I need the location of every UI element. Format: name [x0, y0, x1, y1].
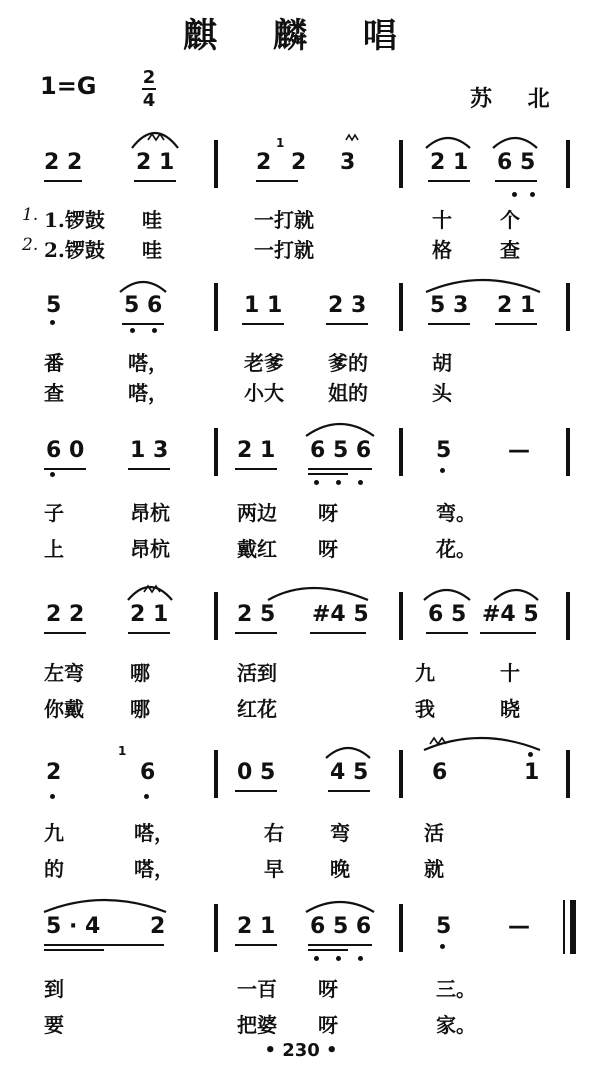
lyric: 头	[432, 381, 452, 405]
slur	[424, 590, 470, 600]
lyric: 九	[415, 661, 435, 685]
lyric: 嗒，	[128, 351, 168, 375]
lyric: 的	[44, 857, 64, 881]
lyric: 要	[44, 1013, 64, 1037]
lyric: 戴红	[237, 537, 277, 561]
lyric: 嗒，	[134, 857, 174, 881]
lyric: 弯	[330, 821, 350, 845]
note: 2	[150, 914, 166, 939]
slur	[44, 900, 166, 912]
lyric: 我	[415, 697, 435, 721]
slur	[326, 748, 370, 758]
lyric: 番	[44, 351, 64, 375]
lyric: 呀	[318, 977, 338, 1001]
lyric: 1.锣鼓	[44, 208, 105, 232]
note-group: 2 5	[237, 602, 276, 627]
lyric: 十	[500, 661, 520, 685]
lyric: 子	[44, 501, 64, 525]
time-sig-bottom: 4	[142, 90, 156, 111]
lyric: 家。	[436, 1013, 476, 1037]
page-number: • 230 •	[264, 1040, 338, 1061]
slur	[493, 138, 537, 148]
note: 6	[140, 760, 156, 785]
grace-note: 1	[276, 136, 285, 150]
lyric: 2.锣鼓	[44, 238, 105, 262]
note: 5	[436, 914, 452, 939]
lyric: 晓	[500, 697, 520, 721]
lyric: 就	[424, 857, 444, 881]
note-group: 2 1	[130, 602, 169, 627]
lyric: 把婆	[237, 1013, 277, 1037]
lyric: 小大	[244, 381, 284, 405]
slur	[306, 902, 374, 912]
lyric: 你戴	[44, 697, 84, 721]
lyric: 上	[44, 537, 64, 561]
note-group: 6 5 6	[310, 438, 372, 463]
note-group: 2 2	[46, 602, 85, 627]
lyric: 爹的	[328, 351, 368, 375]
lyric: 一打就	[254, 238, 314, 262]
note: 3	[340, 150, 356, 175]
lyric: 一打就	[254, 208, 314, 232]
lyric: 左弯	[44, 661, 84, 685]
slur	[268, 588, 368, 600]
lyric: 嗒，	[128, 381, 168, 405]
lyric: 花。	[436, 537, 476, 561]
lyric: 到	[44, 977, 64, 1001]
lyric: 呀	[318, 537, 338, 561]
lyric: 格	[432, 238, 452, 262]
key-signature: 1=G	[40, 72, 97, 100]
note-group: 2 1	[237, 914, 276, 939]
lyric: 哪	[130, 661, 150, 685]
lyric: 九	[44, 821, 64, 845]
note-group: 1 1	[244, 293, 283, 318]
lyric: 两边	[237, 501, 277, 525]
slur	[426, 280, 540, 292]
note-group: 1 3	[130, 438, 169, 463]
note: 5	[46, 293, 62, 318]
mordent-icon	[346, 135, 358, 140]
note-group: 6 5	[497, 150, 536, 175]
lyric: 红花	[237, 697, 277, 721]
lyric: 活到	[237, 661, 277, 685]
lyric: 老爹	[244, 351, 284, 375]
note-group: 2 1	[237, 438, 276, 463]
lyric: 哪	[130, 697, 150, 721]
lyric: 呀	[318, 501, 338, 525]
lyric: 查	[44, 381, 64, 405]
lyric: 十	[432, 208, 452, 232]
verse-number: 1.	[22, 205, 39, 225]
lyric: 哇	[142, 208, 162, 232]
lyric: 个	[500, 208, 520, 232]
note: 2	[291, 150, 307, 175]
slur	[132, 133, 178, 148]
lyric: 胡	[432, 351, 452, 375]
slur	[120, 282, 166, 292]
note: 5	[436, 438, 452, 463]
sustain-dash: —	[508, 438, 530, 463]
note-group: 6 0	[46, 438, 85, 463]
lyric: 三。	[436, 977, 476, 1001]
note-group: #4 5	[482, 602, 539, 627]
lyric: 查	[500, 238, 520, 262]
lyric: 昂杭	[130, 537, 170, 561]
note-group: 4 5	[330, 760, 369, 785]
note-group: 5 3	[430, 293, 469, 318]
lyric: 姐的	[328, 381, 368, 405]
lyric: 嗒，	[134, 821, 174, 845]
note: 6	[432, 760, 448, 785]
note-group: 2 1	[497, 293, 536, 318]
note-group: 2 1	[430, 150, 469, 175]
sustain-dash: —	[508, 914, 530, 939]
lyric: 一百	[237, 977, 277, 1001]
lyric: 哇	[142, 238, 162, 262]
slur	[426, 138, 470, 148]
lyric: 昂杭	[130, 501, 170, 525]
note: 2	[46, 760, 62, 785]
grace-note: 1	[118, 744, 127, 758]
verse-number: 2.	[22, 235, 39, 255]
lyric: 晚	[330, 857, 350, 881]
lyric: 早	[264, 857, 284, 881]
note: 2	[256, 150, 272, 175]
lyric: 呀	[318, 1013, 338, 1037]
note-group: 2 1	[136, 150, 175, 175]
song-title: 麒 麟 唱	[183, 16, 419, 56]
note-group: #4 5	[312, 602, 369, 627]
note-group: 5 6	[124, 293, 163, 318]
lyric: 弯。	[436, 501, 476, 525]
note-group: 2 2	[44, 150, 83, 175]
lyric: 活	[424, 821, 444, 845]
lyric: 右	[264, 821, 284, 845]
song-origin: 苏 北	[470, 86, 564, 112]
note-group: 6 5 6	[310, 914, 372, 939]
note-group: 5 · 4	[46, 914, 101, 939]
note-group: 6 5	[428, 602, 467, 627]
note-group: 2 3	[328, 293, 367, 318]
slur	[494, 590, 538, 600]
note: 1	[524, 760, 540, 785]
note-group: 0 5	[237, 760, 276, 785]
time-sig-top: 2	[142, 67, 156, 88]
slur	[306, 424, 374, 436]
